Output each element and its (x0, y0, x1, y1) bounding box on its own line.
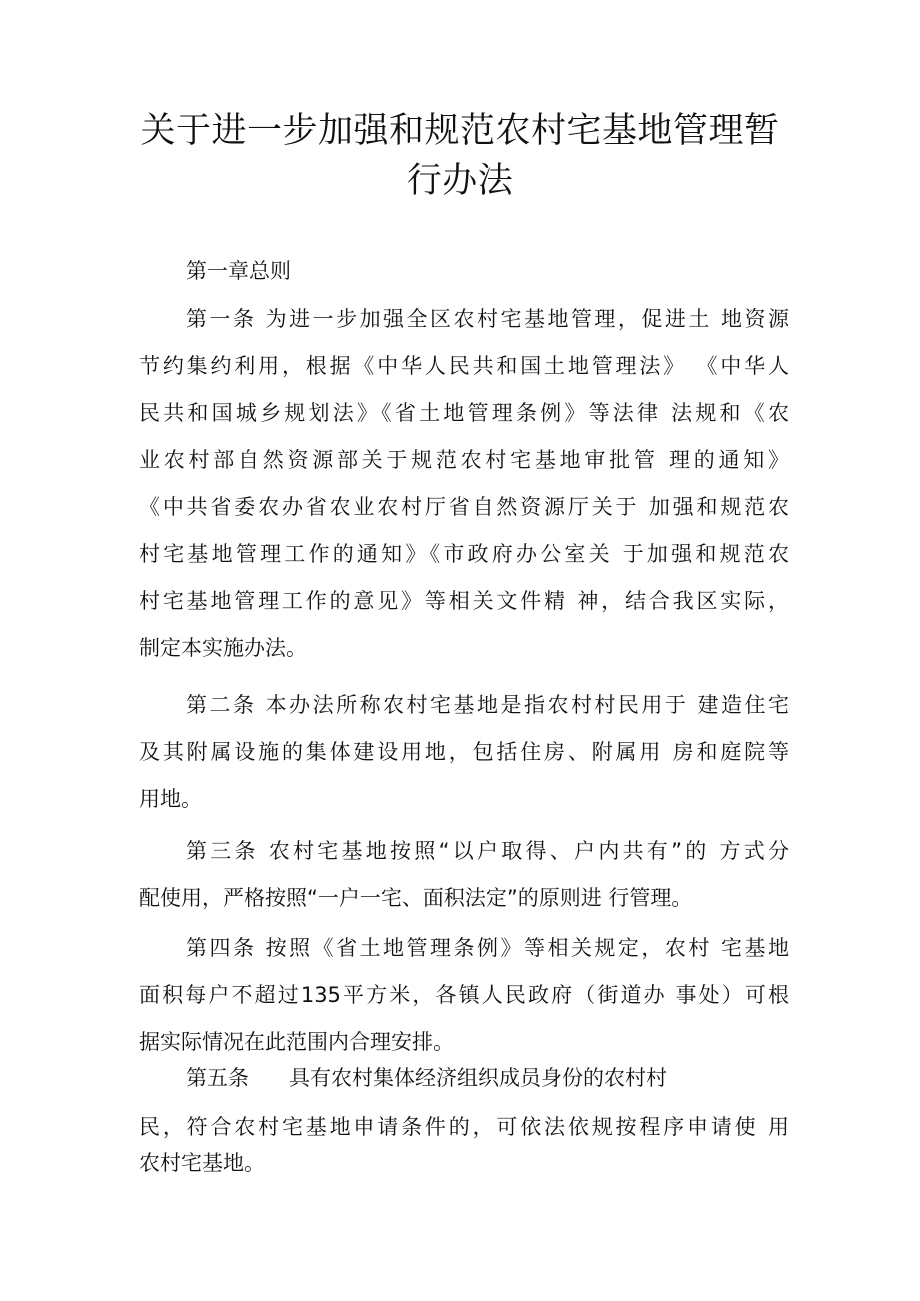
article-2 (139, 682, 789, 823)
article-1-line-4: 业农村部自然资源部关于规范农村宅基地审批管 理的通知》 (139, 448, 789, 472)
article-5-line-1: 第五条 具有农村集体经济组织成员身份的农村村 (186, 1066, 668, 1090)
title-line-1: 关于进一步加强和规范农村宅基地管理暂 (140, 111, 780, 151)
article-4-line-1: 第四条 按照《省土地管理条例》等相关规定，农村 宅基地 (186, 936, 789, 960)
article-4-line-3: 据实际情况在此范围内合理安排。 (139, 1030, 454, 1054)
article-3-line-1: 第三条 农村宅基地按照“以户取得、户内共有”的 方式分 (186, 839, 789, 863)
article-2-line-1: 第二条 本办法所称农村宅基地是指农村村民用于 建造住宅 (186, 693, 789, 717)
article-1 (139, 296, 789, 672)
article-2-line-3: 用地。 (139, 787, 202, 811)
article-4-line-2: 面积每户不超过135平方米，各镇人民政府（街道办 事处）可根 (139, 983, 789, 1007)
article-5-continued (139, 1109, 789, 1181)
article-5 (139, 1055, 789, 1102)
chapter-heading: 第一章总则 (186, 259, 291, 283)
article-4 (139, 925, 789, 1066)
article-1-line-1: 第一条 为进一步加强全区农村宅基地管理，促进土 地资源 (186, 307, 789, 331)
article-1-line-6: 村宅基地管理工作的通知》《市政府办公室关 于加强和规范农 (139, 542, 789, 566)
document-title (120, 106, 800, 206)
article-1-line-8: 制定本实施办法。 (139, 636, 307, 660)
article-1-line-5: 《中共省委农办省农业农村厅省自然资源厅关于 加强和规范农 (139, 495, 789, 519)
article-1-line-3: 民共和国城乡规划法》《省土地管理条例》等法律 法规和《农 (139, 401, 789, 425)
article-2-line-2: 及其附属设施的集体建设用地，包括住房、附属用 房和庭院等 (139, 740, 789, 764)
article-3-line-2: 配使用，严格按照“一户一宅、面积法定”的原则进 行管理。 (139, 886, 693, 910)
article-5-cont-line-2: 农村宅基地。 (139, 1151, 265, 1175)
article-3 (139, 828, 789, 922)
article-1-line-7: 村宅基地管理工作的意见》等相关文件精 神，结合我区实际， (139, 589, 789, 613)
title-line-2: 行办法 (406, 161, 514, 201)
article-1-line-2: 节约集约利用，根据《中华人民共和国土地管理法》 《中华人 (139, 354, 789, 378)
article-5-cont-line-1: 民，符合农村宅基地申请条件的，可依法依规按程序申请使 用 (139, 1115, 789, 1139)
